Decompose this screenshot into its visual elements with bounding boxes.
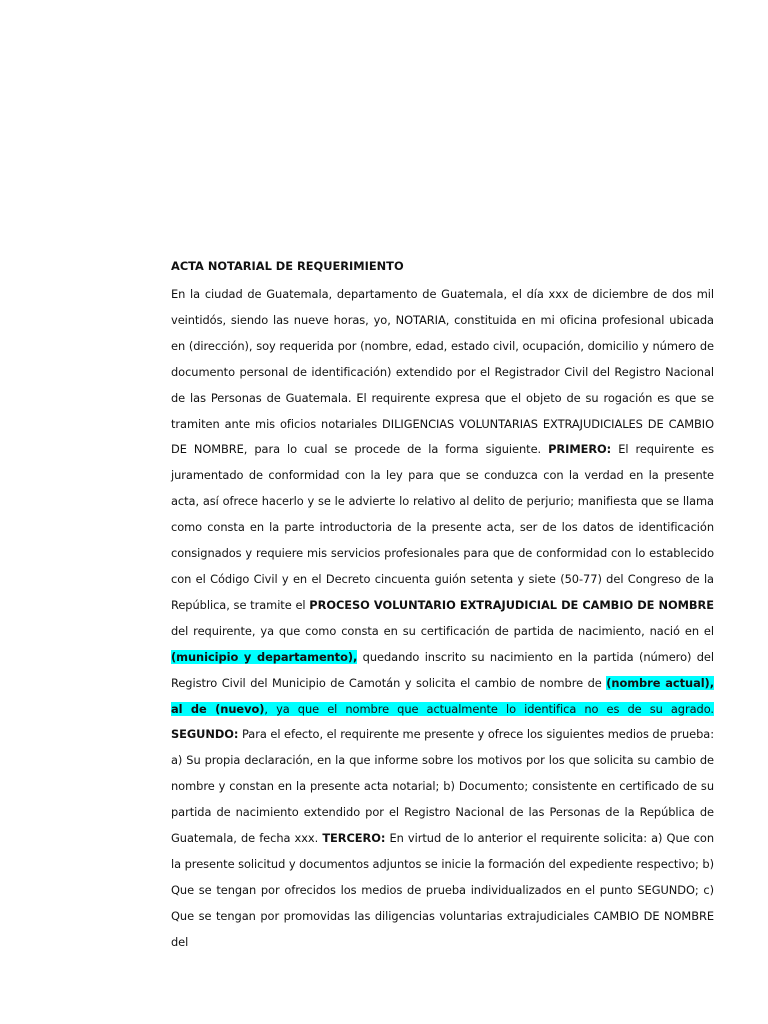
process-name: PROCESO VOLUNTARIO EXTRAJUDICIAL DE CAMBIO DE NOMBRE [309, 597, 714, 612]
highlighted-placeholder-municipio: (municipio y departamento), [171, 649, 358, 664]
section-label-segundo: SEGUNDO: [171, 727, 239, 742]
text-segment: Para el efecto, el requirente me presente y ofrece los siguientes medios de prueba: a) Su propia declaración, en la que informe sobre los motivos por los que solicita su cambio de nombre y constan en la presente acta notarial; b) Documento; consistente en certificado de su partida de nacimiento extendido por el Registro Nacional de las Personas de la República de Guatemala, de fecha xxx. [171, 727, 714, 846]
document-paragraph [171, 282, 714, 956]
highlighted-text: , ya que el nombre que actualmente lo identifica no es de su agrado. [264, 701, 715, 716]
document-body [171, 256, 714, 956]
section-label-tercero: TERCERO: [322, 831, 386, 846]
text-segment: En la ciudad de Guatemala, departamento de Guatemala, el día xxx de diciembre de dos mil veintidós, siendo las nueve horas, yo, NOTARIA, constituida en mi oficina profesional ubicada en (dirección), soy requerida por (nombre, edad, estado civil, ocupación, domicilio y número de documento personal de identificación) extendido por el Registrador Civil del Registro Nacional de las Personas de Guatemala. El requirente expresa que el objeto de su rogación es que se tramiten ante mis oficios notariales DILIGENCIAS VOLUNTARIAS EXTRAJUDICIALES DE CAMBIO DE NOMBRE, para lo cual se procede de la forma siguiente. [171, 287, 714, 457]
text-segment: del requirente, ya que como consta en su certificación de partida de nacimiento, nació en el [171, 623, 714, 638]
highlighted-placeholder-nombre: (nombre actual), al de (nuevo) [171, 675, 714, 716]
text-segment: El requirente es juramentado de conformidad con la ley para que se conduzca con la verdad en la presente acta, así ofrece hacerlo y se le advierte lo relativo al delito de perjurio; manifiesta que se llama como consta en la parte introductoria de la presente acta, ser de los datos de identificación consignados y requiere mis servicios profesionales para que de conformidad con lo establecido con el Código Civil y en el Decreto cincuenta guión setenta y siete (50-77) del Congreso de la República, se tramite el [171, 442, 714, 612]
text-segment: quedando inscrito su nacimiento en la partida (número) del Registro Civil del Municipio de Camotán y solicita el cambio de nombre de [171, 649, 714, 690]
text-segment: En virtud de lo anterior el requirente solicita: a) Que con la presente solicitud y documentos adjuntos se inicie la formación del expediente respectivo; b) Que se tengan por ofrecidos los medios de prueba individualizados en el punto SEGUNDO; c) Que se tengan por promovidas las diligencias voluntarias extrajudiciales CAMBIO DE NOMBRE del [171, 831, 715, 949]
section-label-primero: PRIMERO: [548, 442, 612, 457]
document-title: ACTA NOTARIAL DE REQUERIMIENTO [171, 259, 404, 273]
